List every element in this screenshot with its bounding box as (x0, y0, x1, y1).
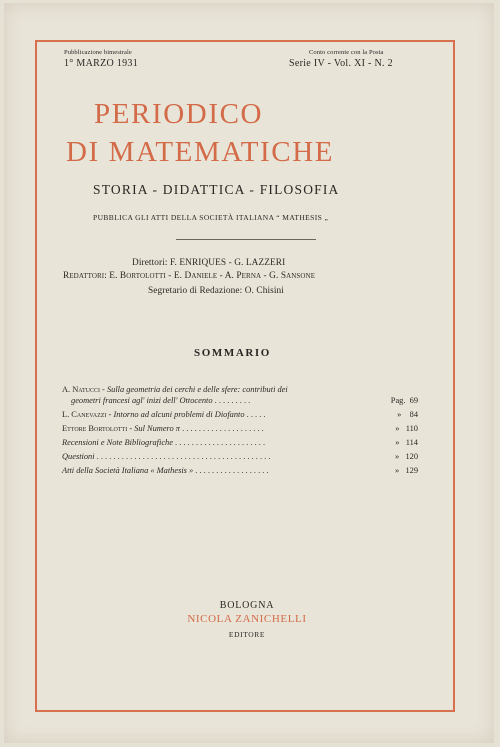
toc-page-prefix: » (395, 424, 400, 433)
issue-date: 1° MARZO 1931 (64, 58, 139, 69)
toc-entry-continued: geometri francesi agl' inizi dell' Ottocento . . . . . . . . . Pag. 69 (71, 396, 418, 405)
toc-entry: Ettore Bortolotti - Sul Numero π . . . . . . . . . . . . . . . . . . . . » 110 (62, 424, 418, 433)
issue-series: Serie IV - Vol. XI - N. 2 (289, 58, 393, 69)
toc-page-prefix: » (394, 452, 400, 461)
postal-account-note: Conto corrente con la Posta (309, 49, 384, 56)
title-line-2: DI MATEMATICHE (66, 136, 335, 168)
toc-entry: Recensioni e Note Bibliografiche . . . . . . . . . . . . . . . . . . . . . . » 114 (62, 438, 418, 447)
toc-page: 69 (409, 396, 418, 405)
publisher-role: EDITORE (228, 630, 266, 639)
toc-page: 120 (405, 452, 418, 461)
title-line-1: PERIODICO (94, 98, 264, 130)
magazine-cover (4, 3, 494, 743)
toc-page-prefix: Pag. (390, 396, 406, 405)
toc-title: Sul Numero π (134, 424, 180, 433)
toc-page-prefix: » (397, 410, 402, 419)
toc-page: 114 (405, 438, 418, 447)
toc-author: A. Natucci (62, 385, 100, 394)
toc-entry: Questioni . . . . . . . . . . . . . . . . . . . . . . . . . . . . . . . . . . . . . . . . . . » 120 (62, 452, 418, 461)
toc-title: geometri francesi agl' inizi dell' Ottocento (71, 396, 213, 405)
table-of-contents (62, 384, 418, 494)
toc-entry: L. Canevazzi - Intorno ad alcuni problemi di Diofanto . . . . . » 84 (62, 410, 418, 419)
directors: Direttori: F. ENRIQUES - G. LAZZERI (132, 258, 286, 268)
toc-title: Intorno ad alcuni problemi di Diofanto (113, 410, 245, 419)
toc-page: 129 (405, 466, 418, 475)
toc-title: Atti della Società Italiana « Mathesis » (62, 466, 194, 475)
secretary: Segretario di Redazione: O. Chisini (148, 286, 284, 296)
divider (176, 239, 316, 240)
toc-author: L. Canevazzi (62, 410, 107, 419)
toc-page-prefix: » (395, 438, 400, 447)
contents-heading: SOMMARIO (194, 347, 271, 359)
toc-page: 84 (409, 410, 418, 419)
toc-entry: Atti della Società Italiana « Mathesis » . . . . . . . . . . . . . . . . . . » 129 (62, 466, 418, 475)
toc-title: Questioni (62, 452, 95, 461)
toc-author: Ettore Bortolotti (62, 424, 128, 433)
publisher-name: NICOLA ZANICHELLI (187, 613, 307, 625)
toc-page: 110 (405, 424, 418, 433)
publication-frequency: Pubblicazione bimestrale (64, 49, 132, 56)
toc-title: Recensioni e Note Bibliografiche (62, 438, 173, 447)
toc-page-prefix: » (394, 466, 400, 475)
subtitle: STORIA - DIDATTICA - FILOSOFIA (93, 182, 340, 197)
editors: Redattori: E. Bortolotti - E. Daniele - A. Perna - G. Sansone (63, 271, 316, 281)
publisher-city: BOLOGNA (219, 600, 275, 611)
toc-entry: A. Natucci - Sulla geometria dei cerchi e delle sfere: contributi dei (62, 385, 288, 394)
toc-title: Sulla geometria dei cerchi e delle sfere: contributi dei (106, 385, 288, 394)
tagline: PUBBLICA GLI ATTI DELLA SOCIETÀ ITALIANA “ MATHESIS „ (93, 213, 329, 222)
